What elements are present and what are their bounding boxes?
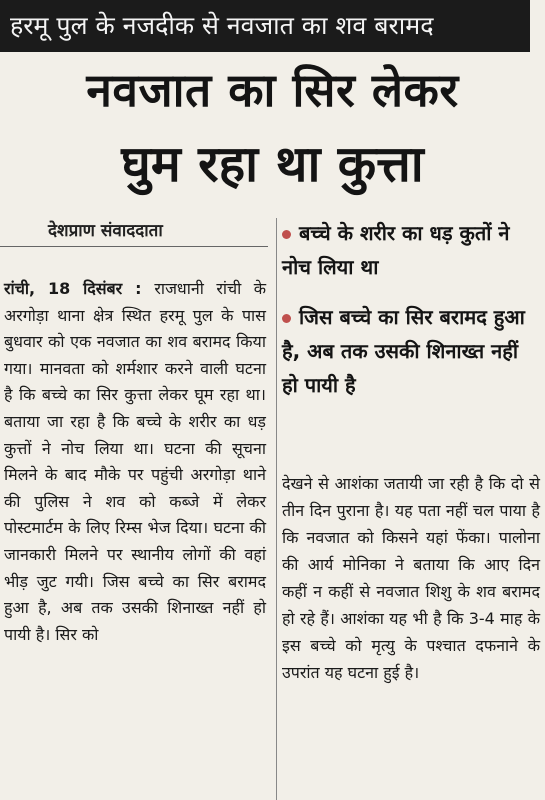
- article-body-right: [282, 470, 540, 686]
- highlight-text: जिस बच्चे का सिर बरामद हुआ है, अब तक उसकी शिनाख्त नहीं हो पायी है: [282, 305, 525, 397]
- kicker-banner: [0, 0, 530, 52]
- article-body-left: [4, 276, 266, 648]
- body-left-text: राजधानी रांची के अरगोड़ा थाना क्षेत्र स्थित हरमू पुल के पास बुधवार को एक नवजात का शव बरामद किया गया। मानवता को शर्मशार करने वाली घटना है कि बच्चे का सिर कुत्ता लेकर घूम रहा था। बताया जा रहा है कि बच्चे के शरीर का धड़ कुत्तों ने नोच लिया था। घटना की सूचना मिलने के बाद मौके पर पहुंची अरगोड़ा थाने की पुलिस ने शव को कब्जे में लेकर पोस्टमार्टम के लिए रिम्स भेज दिया। घटना की जानकारी मिलने पर स्थानीय लोगों की वहां भीड़ जुट गयी। जिस बच्चे का सिर बरामद हुआ है, अब तक उसकी शिनाख्त नहीं हो पायी है। सिर को: [4, 279, 266, 644]
- byline-divider: [0, 246, 268, 247]
- column-divider: [276, 218, 277, 800]
- headline-line-1: नवजात का सिर लेकर: [86, 63, 459, 117]
- dateline: रांची, 18 दिसंबर :: [4, 279, 155, 298]
- highlight-item: [282, 216, 540, 284]
- highlight-item: [282, 300, 540, 402]
- headline-line-2: घुम रहा था कुत्ता: [121, 135, 424, 193]
- byline: देशप्राण संवाददाता: [48, 221, 163, 241]
- bullet-dot-icon: [282, 230, 291, 239]
- body-right-text: देखने से आशंका जतायी जा रही है कि दो से तीन दिन पुराना है। यह पता नहीं चल पाया है कि नवजात को किसने यहां फेंका। पालोना की आर्य मोनिका ने बताया कि आए दिन कहीं न कहीं से नवजात शिशु के शव बरामद हो रहे हैं। आशंका यह भी है कि 3-4 माह के इस बच्चे को मृत्यु के पश्चात दफनाने के उपरांत यह घटना हुई है।: [282, 474, 540, 682]
- bullet-dot-icon: [282, 314, 291, 323]
- kicker-text: हरमू पुल के नजदीक से नवजात का शव बरामद: [10, 11, 434, 40]
- highlight-text: बच्चे के शरीर का धड़ कुतों ने नोच लिया था: [282, 221, 510, 279]
